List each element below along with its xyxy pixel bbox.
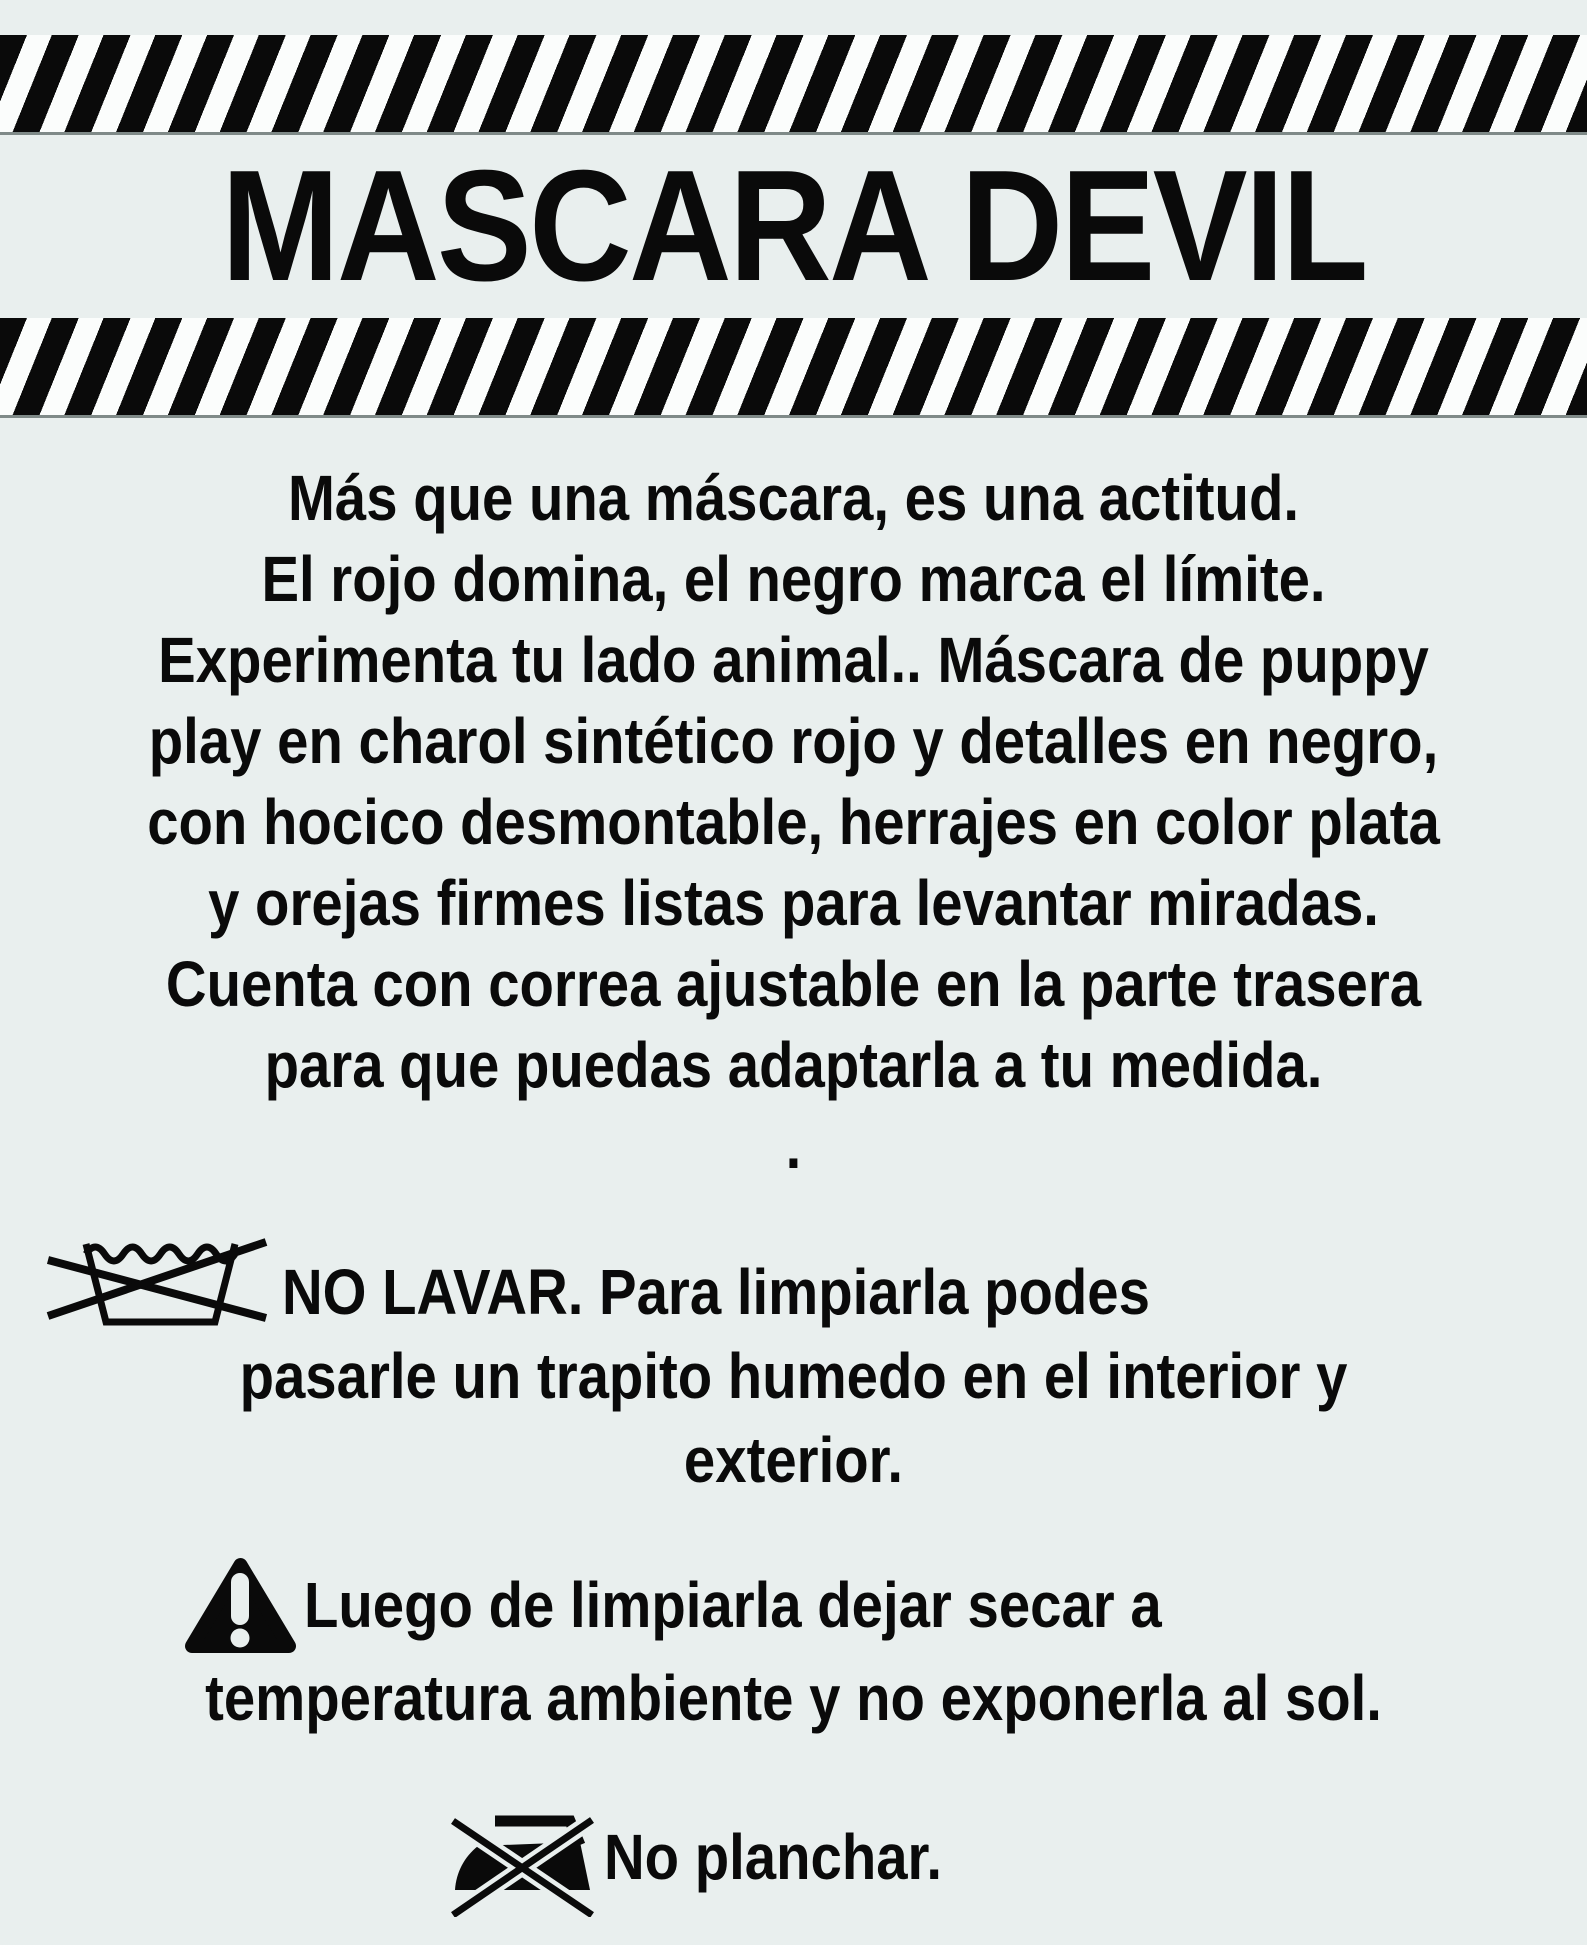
- description-line: El rojo domina, el negro marca el límite.: [261, 543, 1326, 615]
- description-line: para que puedas adaptarla a tu medida.: [264, 1029, 1323, 1101]
- care-instruction-no-wash: [0, 1250, 1587, 1502]
- hazard-stripe-band-top: [0, 35, 1587, 135]
- hazard-stripe-band-bottom: [0, 318, 1587, 418]
- description-line: y orejas firmes listas para levantar miradas.: [208, 867, 1379, 939]
- description-line: Experimenta tu lado animal.. Máscara de puppy: [158, 624, 1429, 696]
- description-line: play en charol sintético rojo y detalles en negro,: [148, 705, 1439, 777]
- no-iron-label: No planchar.: [604, 1821, 943, 1893]
- care-instruction-no-iron: [450, 1815, 1587, 1917]
- do-not-wash-icon: [46, 1238, 268, 1326]
- product-description: [0, 458, 1587, 1187]
- drying-row: [180, 1563, 1587, 1656]
- drying-text-line-1: Luego de limpiarla dejar secar a: [304, 1569, 1162, 1641]
- product-title: MASCARA DEVIL: [221, 138, 1366, 314]
- warning-icon: [180, 1553, 301, 1656]
- no-wash-row: [46, 1250, 1587, 1334]
- do-not-iron-icon: [450, 1815, 596, 1917]
- description-line: con hocico desmontable, herrajes en color plata: [147, 786, 1440, 858]
- description-line: Más que una máscara, es una actitud.: [288, 462, 1299, 534]
- no-wash-text-line-3: exterior.: [683, 1424, 904, 1496]
- drying-text-line-2: temperatura ambiente y no exponerla al sol.: [205, 1662, 1382, 1734]
- description-period: .: [785, 1110, 802, 1182]
- description-line: Cuenta con correa ajustable en la parte trasera: [165, 948, 1422, 1020]
- no-wash-text-line-1: NO LAVAR. Para limpiarla podes: [282, 1256, 1150, 1328]
- care-instruction-drying: [0, 1563, 1587, 1740]
- no-wash-text-line-2: pasarle un trapito humedo en el interior y: [239, 1340, 1348, 1412]
